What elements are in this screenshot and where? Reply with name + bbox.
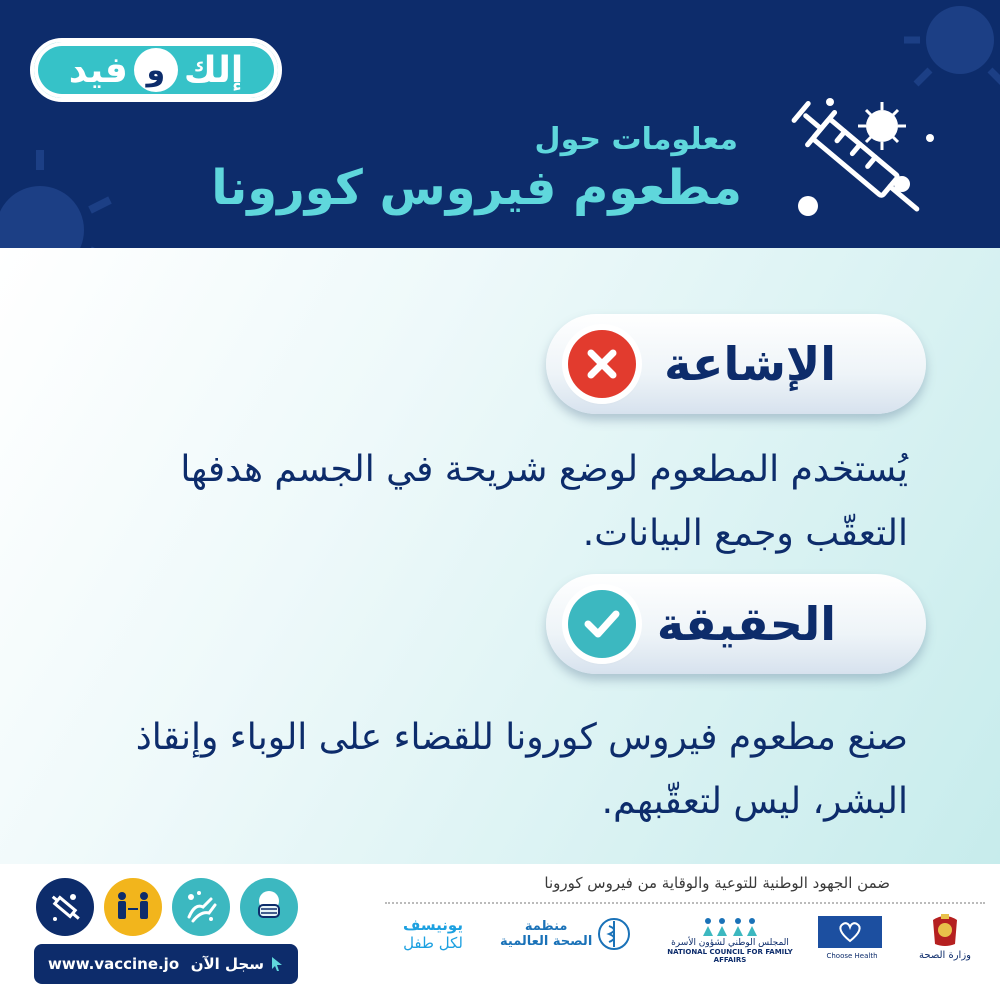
- footer: [0, 864, 1000, 1000]
- moh-logo: [912, 910, 978, 961]
- mask-icon: [240, 878, 298, 936]
- x-icon: [568, 330, 636, 398]
- check-icon: [568, 590, 636, 658]
- who-line1: منظمة: [524, 919, 568, 934]
- fact-label: الحقيقة: [656, 597, 836, 651]
- rumor-pill: [546, 314, 926, 414]
- rhas-logo: [818, 916, 886, 960]
- fact-text: صنع مطعوم فيروس كورونا للقضاء على الوباء وإنقاذ البشر، ليس لتعقّبهم.: [135, 717, 908, 822]
- ncfa-logo: [665, 916, 795, 964]
- brand-left: إلك: [183, 49, 244, 91]
- jordan-emblem-icon: [925, 910, 965, 950]
- brand-mid: و: [134, 48, 178, 92]
- handwash-icon: [172, 878, 230, 936]
- syringe-virus-icon: [770, 80, 950, 240]
- vaccine-icon: [36, 878, 94, 936]
- fact-pill: [546, 574, 926, 674]
- brand-right: فيد: [68, 49, 128, 91]
- header-subtitle: معلومات حول: [534, 122, 738, 157]
- rumor-label: الإشاعة: [664, 337, 836, 391]
- virus-decoration-icon: [0, 150, 120, 248]
- who-emblem-icon: [596, 916, 632, 952]
- ncfa-emblem-icon: [700, 916, 760, 938]
- unicef-line2: لكل طفل: [403, 934, 463, 952]
- rhas-emblem-icon: [818, 916, 882, 948]
- register-button[interactable]: [34, 944, 298, 984]
- brand-logo: [30, 38, 282, 102]
- unicef-line1: يونيسف: [403, 916, 463, 934]
- ncfa-line2: NATIONAL COUNCIL FOR FAMILY AFFAIRS: [667, 948, 793, 964]
- footer-divider: [385, 902, 985, 904]
- main-content: [0, 248, 1000, 864]
- unicef-logo: [388, 916, 478, 952]
- who-line2: الصحة العالمية: [500, 934, 593, 949]
- header-title: مطعوم فيروس كورونا: [211, 160, 742, 216]
- moh-line1: وزارة الصحة: [919, 950, 971, 961]
- who-logo: [500, 916, 640, 952]
- ncfa-line1: المجلس الوطني لشؤون الأسرة: [671, 938, 789, 948]
- rumor-text: يُستخدم المطعوم لوضع شريحة في الجسم هدفها التعقّب وجمع البيانات.: [180, 449, 908, 554]
- footer-note: ضمن الجهود الوطنية للتوعية والوقاية من فيروس كورونا: [544, 874, 890, 892]
- rhas-line1: Choose Health: [826, 952, 878, 960]
- register-label: سجل الآن: [190, 955, 264, 973]
- distancing-icon: [104, 878, 162, 936]
- register-url[interactable]: www.vaccine.jo: [48, 955, 180, 973]
- cursor-icon: [270, 956, 284, 972]
- header-banner: [0, 0, 1000, 248]
